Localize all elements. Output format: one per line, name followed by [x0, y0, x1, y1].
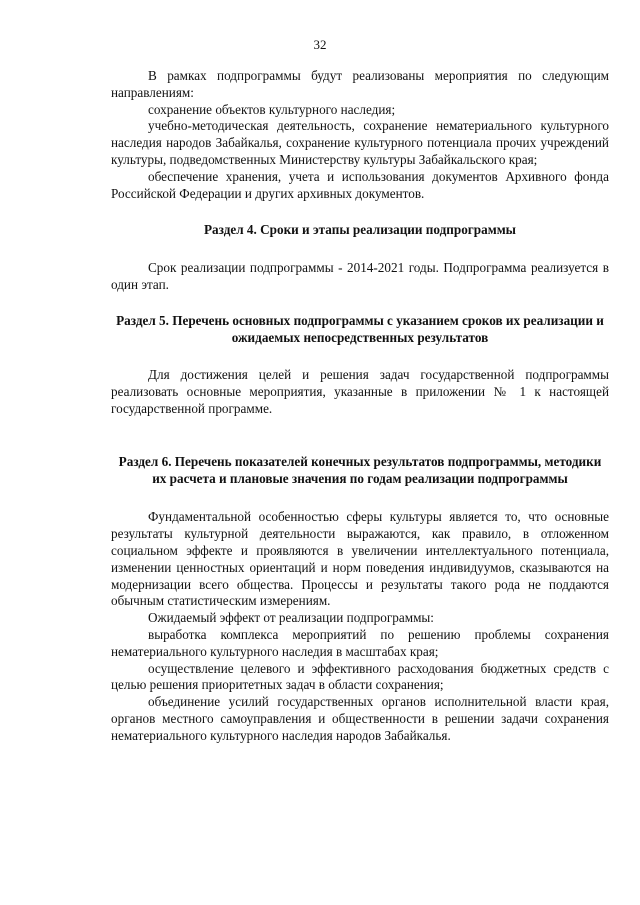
section4-heading: Раздел 4. Сроки и этапы реализации подпрограммы [204, 222, 516, 238]
section6-heading: Раздел 6. Перечень показателей конечных результатов подпрограммы, методики их расчета и плановые значения по годам реализации подпрограммы [118, 453, 602, 486]
section6-paragraph: Фундаментальной особенностью сферы культуры является то, что основные результаты культурной деятельности выражаются, как правило, в отложенном социальном эффекте и проявляются в увеличении интеллектуального потенциала, изменении ценностных ориентаций и норм поведения индивидуумов, сказываются на модернизации всего общества. Процессы и результаты такого рода не поддаются обычным статистическим измерениям. [111, 509, 609, 609]
section6-effect-item: выработка комплекса мероприятий по решению проблемы сохранения нематериального культурного наследия в масштабах края; [111, 626, 609, 659]
page-number: 32 [313, 37, 327, 52]
section4-text: Срок реализации подпрограммы - 2014-2021 годы. Подпрограмма реализуется в один этап. [111, 260, 609, 292]
section6-effect-item: объединение усилий государственных органов исполнительной власти края, органов местного самоуправления и общественности в решении задачи сохранения нематериального культурного наследия народов Забайкалья. [111, 694, 609, 743]
intro-item: сохранение объектов культурного наследия; [148, 101, 396, 117]
section6-effect-item: осуществление целевого и эффективного расходования бюджетных средств с целью решения приоритетных задач в области сохранения; [111, 660, 609, 693]
section5-text: Для достижения целей и решения задач государственной подпрограммы реализовать основные мероприятия, указанные в приложении № 1 к настоящей государственной программе. [111, 367, 609, 416]
intro-item: обеспечение хранения, учета и использования документов Архивного фонда Российской Федерации и других архивных документов. [111, 168, 609, 201]
section6-effect-lead: Ожидаемый эффект от реализации подпрограммы: [148, 610, 434, 626]
intro-item: учебно-методическая деятельность, сохранение нематериального культурного наследия народов Забайкалья, сохранение культурного потенциала прочих учреждений культуры, подведомственных Министерству культуры Забайкальского края; [111, 118, 609, 167]
section5-heading: Раздел 5. Перечень основных подпрограммы с указанием сроков их реализации и ожидаемых непосредственных результатов [116, 312, 604, 345]
intro-lead: В рамках подпрограммы будут реализованы мероприятия по следующим направлениям: [111, 68, 609, 100]
document-body [111, 68, 609, 745]
